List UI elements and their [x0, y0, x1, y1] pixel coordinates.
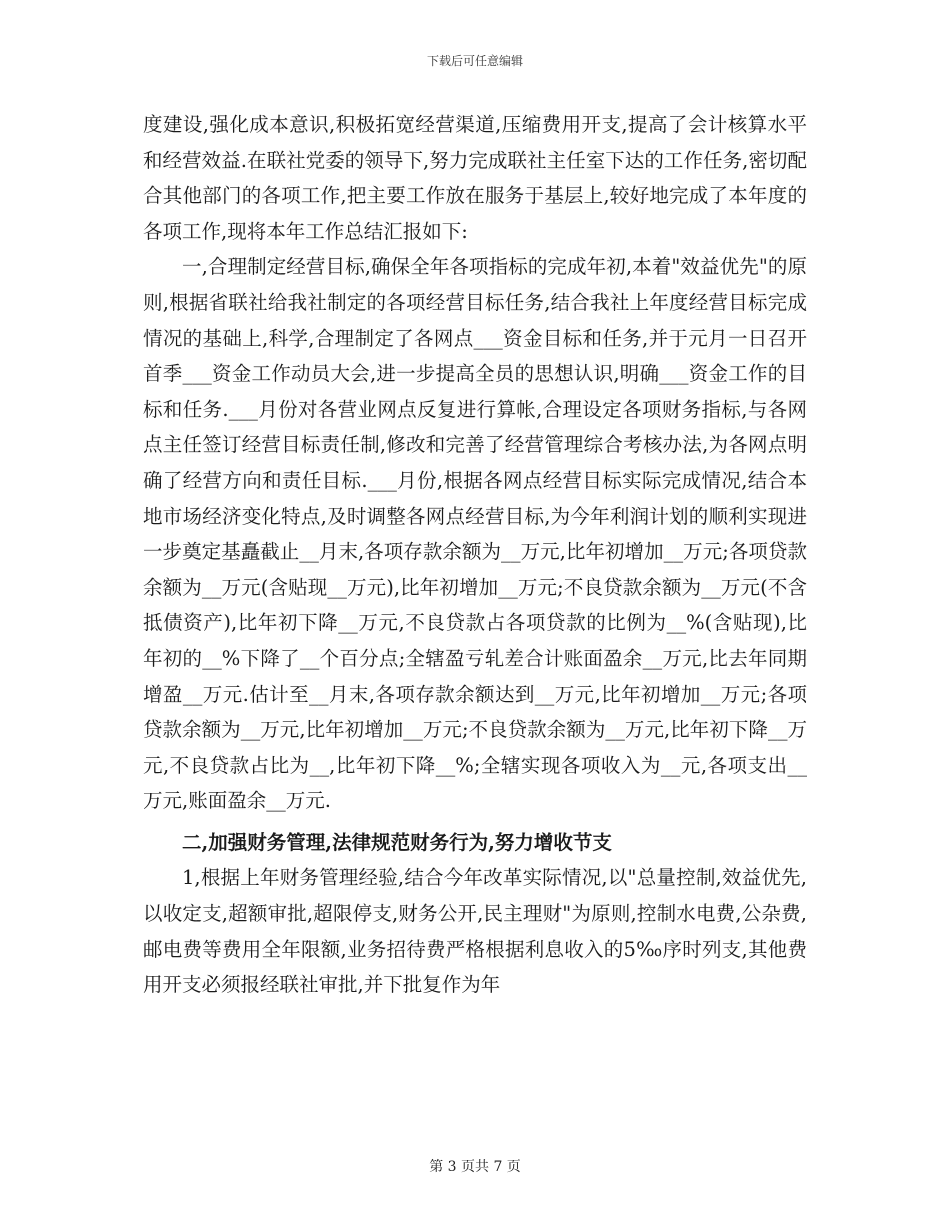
paragraph-item-one: 1,根据上年财务管理经验,结合今年改革实际情况,以"总量控制,效益优先,以收定支,超额审批,超限停支,财务公开,民主理财"为原则,控制水电费,公杂费,邮电费等费用全年限额,业务招待费严格根据利息收入的5‰序时列支,其他费用开支必须报经联社审批,并下批复作为年 [143, 866, 807, 997]
document-body [143, 107, 807, 1003]
page-footer: 第 3 页共 7 页 [429, 1159, 521, 1175]
paragraph-continuation: 度建设,强化成本意识,积极拓宽经营渠道,压缩费用开支,提高了会计核算水平和经营效益.在联社党委的领导下,努力完成联社主任室下达的工作任务,密切配合其他部门的各项工作,把主要工作放在服务于基层上,较好地完成了本年度的各项工作,现将本年工作总结汇报如下: [143, 113, 807, 243]
paragraph-section-one: 一,合理制定经营目标,确保全年各项指标的完成年初,本着"效益优先"的原则,根据省联社给我社制定的各项经营目标任务,结合我社上年度经营目标完成情况的基础上,科学,合理制定了各网点___资金目标和任务,并于元月一日召开首季___资金工作动员大会,进一步提高全员的思想认识,明确___资金工作的目标和任务.___月份对各营业网点反复进行算帐,合理设定各项财务指标,与各网点主任签订经营目标责任制,修改和完善了经营管理综合考核办法,为各网点明确了经营方向和责任目标.___月份,根据各网点经营目标实际完成情况,结合本地市场经济变化特点,及时调整各网点经营目标,为今年利润计划的顺利实现进一步奠定基矗截止__月末,各项存款余额为__万元,比年初增加__万元;各项贷款余额为__万元(含贴现__万元),比年初增加__万元;不良贷款余额为__万元(不含抵债资产),比年初下降__万元,不良贷款占各项贷款的比例为__%(含贴现),比年初的__%下降了__个百分点;全辖盈亏轧差合计账面盈余__万元,比去年同期增盈__万元.估计至__月末,各项存款余额达到__万元,比年初增加__万元;各项贷款余额为__万元,比年初增加__万元;不良贷款余额为__万元,比年初下降__万元,不良贷款占比为__,比年初下降__%;全辖实现各项收入为__元,各项支出__万元,账面盈余__万元. [143, 255, 807, 813]
page-header: 下载后可任意编辑 [426, 54, 523, 68]
section-heading-two: 二,加强财务管理,法律规范财务行为,努力增收节支 [182, 830, 612, 854]
